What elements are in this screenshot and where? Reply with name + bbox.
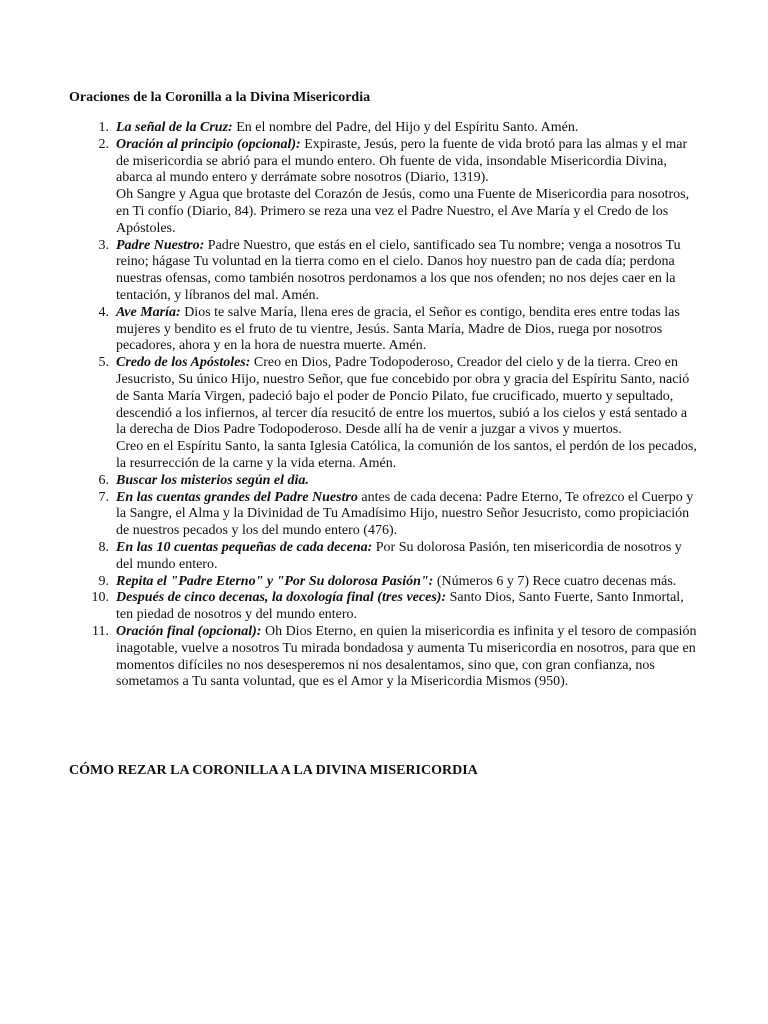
item-text: (Números 6 y 7) Rece cuatro decenas más. <box>433 573 677 589</box>
item-number: 2. <box>98 136 109 152</box>
prayer-list <box>69 120 699 691</box>
list-item <box>69 120 699 137</box>
item-heading: Oración final (opcional): <box>116 623 262 639</box>
item-heading: Buscar los misterios según el dia. <box>116 472 309 488</box>
item-text: Padre Nuestro, que estás en el cielo, santificado sea Tu nombre; venga a nosotros Tu reino; hágase Tu voluntad en la tierra como en el cielo. Danos hoy nuestro pan de cada día; perdona nuestras ofensas, como también nosotros perdonamos a los que nos ofenden; no nos dejes caer en la tentación, y líbranos del mal. Amén. <box>116 237 681 303</box>
item-heading: Ave María: <box>116 304 181 320</box>
item-text: Oh Dios Eterno, en quien la misericordia es infinita y el tesoro de compasión inagotable, vuelve a nosotros Tu mirada bondadosa y aumenta Tu misericordia en nosotros, para que en momentos difíciles no nos desesperemos ni nos desalentamos, sino que, con gran confianza, nos sometamos a Tu santa voluntad, que es el Amor y la Misericordia Mismos (950). <box>116 623 697 690</box>
item-extra-paragraph: Oh Sangre y Agua que brotaste del Corazón de Jesús, como una Fuente de Misericordia para nosotros, en Ti confío (Diario, 84). Primero se reza una vez el Padre Nuestro, el Ave María y el Credo de los Apóstoles. <box>116 187 690 236</box>
item-number: 9. <box>98 573 109 589</box>
item-heading: Oración al principio (opcional): <box>116 136 301 152</box>
item-text: En el nombre del Padre, del Hijo y del Espíritu Santo. Amén. <box>232 120 579 135</box>
item-heading: Después de cinco decenas, la doxología final (tres veces): <box>116 590 447 606</box>
item-text: Por Su dolorosa Pasión, ten misericordia de nosotros y del mundo entero. <box>116 539 682 572</box>
list-item <box>69 624 699 691</box>
item-text: Santo Dios, Santo Fuerte, Santo Inmortal, ten piedad de nosotros y del mundo entero. <box>116 590 684 623</box>
item-number: 5. <box>98 355 109 371</box>
item-heading: En las cuentas grandes del Padre Nuestro <box>116 489 358 505</box>
item-number: 4. <box>98 304 109 320</box>
item-number: 8. <box>98 539 109 555</box>
item-text: Dios te salve María, llena eres de gracia, el Señor es contigo, bendita eres entre todas las mujeres y bendito es el fruto de tu vientre, Jesús. Santa María, Madre de Dios, ruega por nosotros pecadores, ahora y en la hora de nuestra muerte. Amén. <box>116 304 680 354</box>
item-extra-paragraph: Creo en el Espíritu Santo, la santa Iglesia Católica, la comunión de los santos, el perdón de los pecados, la resurrección de la carne y la vida eterna. Amén. <box>116 439 697 471</box>
item-number: 3. <box>98 237 109 253</box>
item-heading: La señal de la Cruz: <box>116 120 233 135</box>
section-heading: CÓMO REZAR LA CORONILLA A LA DIVINA MISERICORDIA <box>69 763 478 778</box>
item-number: 1. <box>98 120 109 135</box>
item-text: Expiraste, Jesús, pero la fuente de vida brotó para las almas y el mar de misericordia se abrió para el mundo entero. Oh fuente de vida, insondable Misericordia Divina, abarca al mundo entero y derrámate sobre nosotros (Diario, 1319). <box>116 136 688 186</box>
item-heading: Repita el "Padre Eterno" y "Por Su dolorosa Pasión": <box>116 573 434 589</box>
item-number: 11. <box>92 623 109 639</box>
list-item <box>69 540 699 574</box>
list-item <box>69 590 699 624</box>
item-text: antes de cada decena: Padre Eterno, Te ofrezco el Cuerpo y la Sangre, el Alma y la Divinidad de Tu Amadísimo Hijo, nuestro Señor Jesucristo, como propiciación de nuestros pecados y los del mundo entero (476). <box>116 489 694 539</box>
item-number: 6. <box>98 472 109 488</box>
item-heading: Credo de los Apóstoles: <box>116 355 251 371</box>
list-item <box>69 238 699 305</box>
item-number: 7. <box>98 489 109 505</box>
list-item <box>69 473 699 490</box>
list-item <box>69 490 699 540</box>
item-heading: En las 10 cuentas pequeñas de cada decena: <box>116 539 373 555</box>
document-title: Oraciones de la Coronilla a la Divina Misericordia <box>69 90 371 105</box>
list-item <box>69 137 699 238</box>
item-number: 10. <box>91 590 109 606</box>
item-heading: Padre Nuestro: <box>116 237 205 253</box>
list-item <box>69 305 699 355</box>
item-text: Creo en Dios, Padre Todopoderoso, Creador del cielo y de la tierra. Creo en Jesucristo, Su único Hijo, nuestro Señor, que fue concebido por obra y gracia del Espíritu Santo, nació de Santa María Virgen, padeció bajo el poder de Poncio Pilato, fue crucificado, muerto y sepultado, descendió a los infiernos, al tercer día resucitó de entre los muertos, subió a los cielos y está sentado a la derecha de Dios Padre Todopoderoso. Desde allí ha de venir a juzgar a vivos y muertos. <box>116 355 690 438</box>
list-item <box>69 355 699 473</box>
list-item <box>69 574 699 591</box>
